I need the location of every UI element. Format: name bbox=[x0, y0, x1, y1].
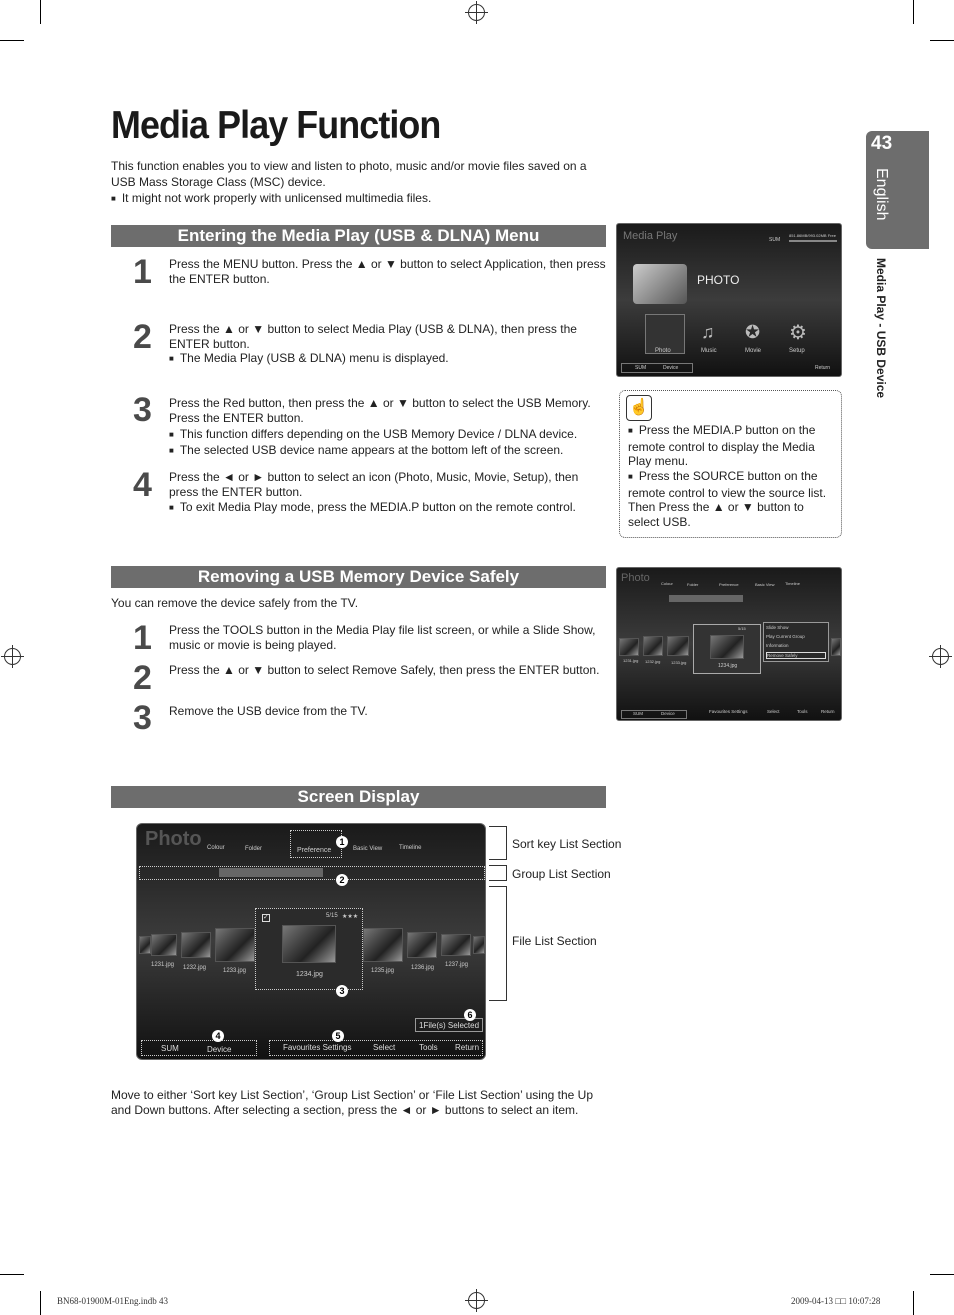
file-name: 1232.jpg bbox=[183, 965, 207, 971]
footer-favourites: Favourites Settings bbox=[283, 1043, 352, 1052]
remote-hand-icon: ☝ bbox=[626, 395, 652, 421]
callout-marker: 4 bbox=[212, 1030, 224, 1042]
file-name: 1237.jpg bbox=[445, 962, 469, 968]
file-name: 1234.jpg bbox=[296, 971, 323, 978]
screen-header: Photo bbox=[621, 572, 650, 584]
step-number: 3 bbox=[133, 699, 152, 737]
page-title: Media Play Function bbox=[111, 104, 441, 147]
movie-icon: ✪ bbox=[745, 322, 761, 342]
footer-return: Return bbox=[821, 709, 835, 714]
screen-device-label: SUM bbox=[769, 237, 781, 243]
file-counter: 5/15 bbox=[738, 626, 746, 631]
selected-category: PHOTO bbox=[697, 273, 740, 287]
page-number: 43 bbox=[871, 133, 893, 154]
bracket bbox=[489, 886, 507, 1001]
photo-camera-icon bbox=[633, 264, 687, 304]
file-name: 1233.jpg bbox=[671, 660, 687, 665]
footer-return: Return bbox=[455, 1043, 480, 1052]
footer-tools: Tools bbox=[419, 1043, 438, 1052]
tools-menu-item[interactable]: Play Current Group bbox=[766, 634, 805, 639]
checkbox-icon: ✓ bbox=[263, 914, 269, 921]
file-name: 1235.jpg bbox=[371, 968, 395, 974]
label-sort-key: Sort key List Section bbox=[512, 837, 622, 851]
file-counter: 5/15 bbox=[326, 913, 338, 919]
step-text: Press the ◄ or ► button to select an icon (Photo, Music, Movie, Setup), then press the ENTER button. bbox=[169, 470, 579, 499]
bracket bbox=[489, 865, 507, 881]
footer-timestamp: 2009-04-13 □□ 10:07:28 bbox=[791, 1296, 881, 1306]
callout-marker: 1 bbox=[336, 836, 348, 848]
sort-key: Basic View bbox=[755, 582, 775, 587]
screen-display-description: Move to either ‘Sort key List Section’, ‘Group List Section’ or ‘File List Section’ using the Up and Down buttons. After selecting a section, press the ◄ or ► buttons to select an item. bbox=[111, 1088, 593, 1117]
side-section-label: Media Play - USB Device bbox=[874, 258, 888, 399]
registration-mark-left bbox=[4, 648, 21, 665]
bracket bbox=[489, 826, 507, 860]
step-number: 2 bbox=[133, 659, 152, 697]
file-name: 1236.jpg bbox=[411, 965, 435, 971]
footer-select: Select bbox=[373, 1043, 396, 1052]
sort-key: Basic View bbox=[353, 846, 383, 852]
sort-key: Colour bbox=[207, 845, 225, 851]
footer-device: Device bbox=[661, 711, 675, 716]
icon-label: Music bbox=[701, 348, 717, 354]
step-text: Press the MENU button. Press the ▲ or ▼ button to select Application, then press the ENTER button. bbox=[169, 257, 606, 286]
intro-text: This function enables you to view and listen to photo, music and/or movie files saved on a USB Mass Storage Class (MSC) device. bbox=[111, 159, 587, 189]
file-name: 1232.jpg bbox=[645, 659, 661, 664]
icon-label: Setup bbox=[789, 348, 805, 354]
footer-sum: SUM bbox=[635, 365, 647, 371]
icon-label: Photo bbox=[655, 348, 671, 354]
file-name: 1231.jpg bbox=[623, 658, 639, 663]
step-text: Remove the USB device from the TV. bbox=[169, 704, 368, 718]
footer-return: Return bbox=[815, 365, 831, 371]
label-file-list: File List Section bbox=[512, 934, 597, 948]
step-text: Press the Red button, then press the ▲ or ▼ button to select the USB Memory. Press the ENTER button. bbox=[169, 396, 591, 425]
screen-header: Photo bbox=[145, 828, 202, 850]
step-sub-note: ■ The selected USB device name appears at the bottom left of the screen. bbox=[169, 443, 609, 459]
registration-mark-right bbox=[932, 648, 949, 665]
step-text: Press the ▲ or ▼ button to select Remove Safely, then press the ENTER button. bbox=[169, 663, 600, 677]
footer-sum: SUM bbox=[633, 711, 643, 716]
tools-popup-menu bbox=[763, 622, 829, 662]
tools-menu-item[interactable]: Information bbox=[766, 643, 789, 648]
star-icon: ★★★ bbox=[342, 914, 359, 920]
selected-file-card[interactable] bbox=[255, 908, 363, 990]
note-item: ■ Press the MEDIA.P button on the remote control to display the Media Play menu. bbox=[628, 423, 834, 469]
screen-display-screenshot bbox=[136, 823, 486, 1060]
intro-note: ■ It might not work properly with unlicensed multimedia files. bbox=[111, 191, 431, 205]
media-play-screenshot bbox=[616, 223, 842, 377]
step-number: 1 bbox=[133, 253, 152, 291]
registration-mark-top bbox=[468, 4, 485, 21]
callout-marker: 6 bbox=[464, 1009, 476, 1021]
language-label: English bbox=[873, 168, 890, 221]
icon-label: Movie bbox=[745, 348, 762, 354]
section-screen-display-title: Screen Display bbox=[111, 786, 606, 808]
step-text: Press the ▲ or ▼ button to select Media Play (USB & DLNA), then press the ENTER button. bbox=[169, 322, 577, 351]
footer-device: Device bbox=[663, 365, 679, 371]
tools-menu-item-remove-safely[interactable]: Remove Safely bbox=[766, 652, 826, 659]
sort-key: Colour bbox=[661, 581, 673, 586]
selected-file-card bbox=[693, 624, 761, 674]
file-name: 1233.jpg bbox=[223, 968, 247, 974]
step-sub-note: ■ This function differs depending on the USB Memory Device / DLNA device. bbox=[169, 427, 609, 443]
file-name: 1234.jpg bbox=[718, 663, 738, 669]
footer-favourites: Favourites Settings bbox=[709, 709, 748, 714]
sort-key: Timeline bbox=[399, 845, 422, 851]
callout-marker: 3 bbox=[336, 985, 348, 997]
callout-marker: 2 bbox=[336, 874, 348, 886]
section-removing-intro: You can remove the device safely from the TV. bbox=[111, 596, 359, 610]
setup-gear-icon: ⚙ bbox=[789, 322, 807, 344]
file-name: 1231.jpg bbox=[151, 962, 175, 968]
sort-key-selected: Preference bbox=[297, 847, 332, 854]
step-number: 1 bbox=[133, 619, 152, 657]
step-number: 4 bbox=[133, 466, 152, 504]
registration-mark-bottom bbox=[468, 1292, 485, 1309]
sort-key: Timeline bbox=[785, 581, 800, 586]
music-icon: ♫ bbox=[701, 322, 715, 342]
footer-file-info: BN68-01900M-01Eng.indb 43 bbox=[57, 1296, 168, 1306]
note-box bbox=[619, 390, 842, 538]
sort-key: Folder bbox=[245, 846, 263, 852]
step-number: 3 bbox=[133, 391, 152, 429]
step-number: 2 bbox=[133, 318, 152, 356]
section-entering-title: Entering the Media Play (USB & DLNA) Menu bbox=[111, 225, 606, 247]
sort-key: Folder bbox=[687, 582, 699, 587]
footer-device: Device bbox=[207, 1045, 232, 1054]
note-item: ■ Press the SOURCE button on the remote control to view the source list. Then Press the ▲ or ▼ button to select USB. bbox=[628, 469, 834, 529]
step-sub-note: ■ The Media Play (USB & DLNA) menu is displayed. bbox=[169, 351, 609, 367]
step-sub-note: ■ To exit Media Play mode, press the MEDIA.P button on the remote control. bbox=[169, 500, 609, 516]
tools-menu-screenshot bbox=[616, 567, 842, 721]
section-removing-title: Removing a USB Memory Device Safely bbox=[111, 566, 606, 588]
sort-key: Preference bbox=[719, 582, 739, 587]
screen-usage: 851.86MB/993.02MB Free bbox=[789, 233, 836, 238]
footer-select: Select bbox=[767, 709, 780, 714]
label-group-list: Group List Section bbox=[512, 867, 611, 881]
footer-tools: Tools bbox=[797, 709, 808, 714]
screen-header: Media Play bbox=[623, 230, 678, 242]
footer-sum: SUM bbox=[161, 1044, 179, 1053]
callout-marker: 5 bbox=[332, 1030, 344, 1042]
step-text: Press the TOOLS button in the Media Play file list screen, or while a Slide Show, music or movie is being played. bbox=[169, 623, 596, 652]
tools-menu-item[interactable]: Slide Show bbox=[766, 625, 789, 630]
selected-count: 1File(s) Selected bbox=[419, 1021, 480, 1030]
